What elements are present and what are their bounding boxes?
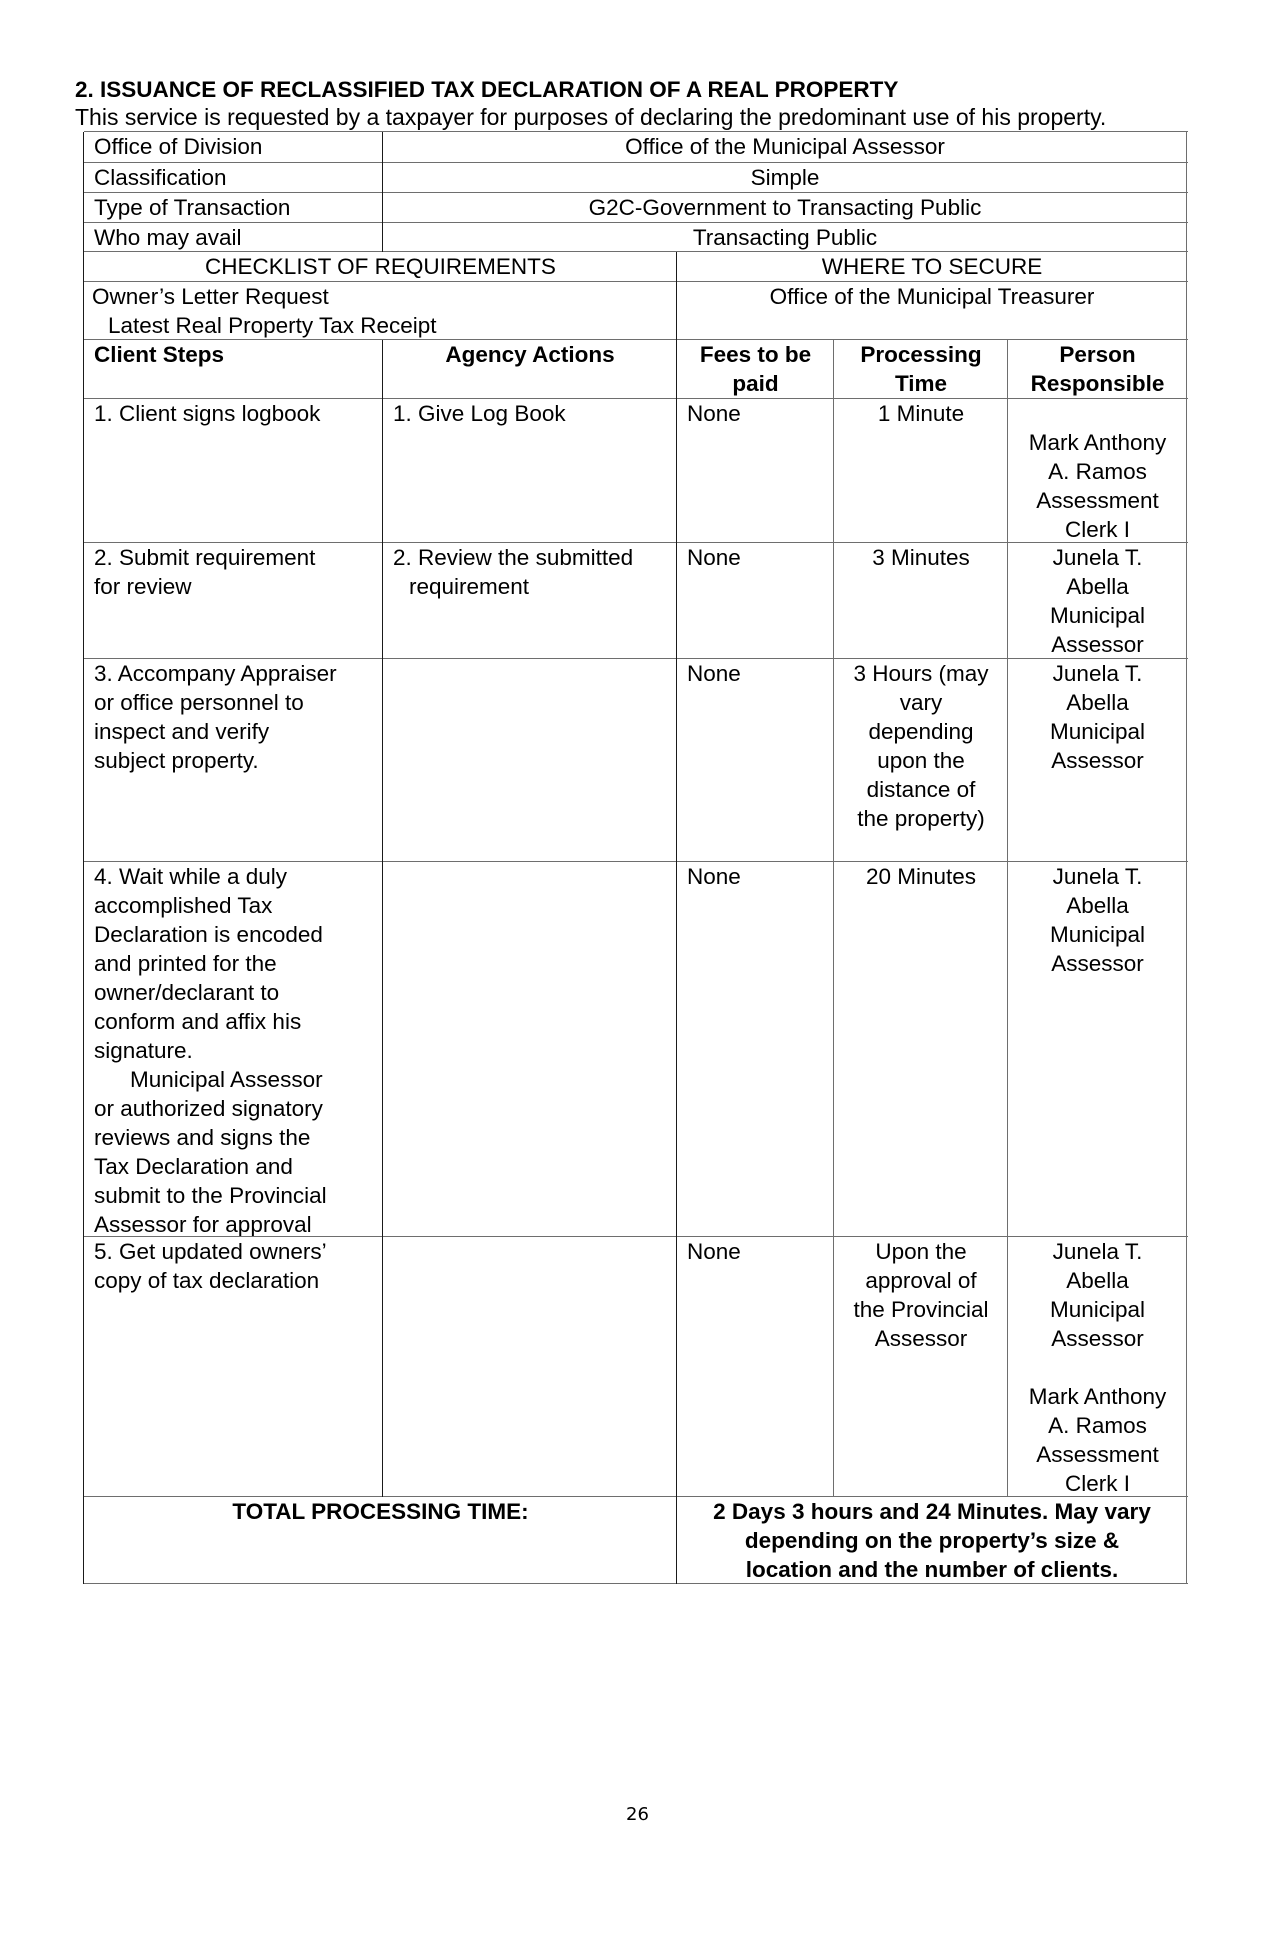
person-responsible-cell-line: Municipal [1049, 1297, 1146, 1322]
person-responsible-cell-line: Clerk I [1064, 1471, 1130, 1496]
header-person-responsible-line: Person [1059, 342, 1136, 367]
fees-cell-line: None [687, 864, 741, 889]
client-step-cell-line: 2. Submit requirement [94, 545, 316, 570]
person-responsible-cell-line: Assessment [1036, 488, 1159, 513]
table-rule [84, 1236, 1188, 1237]
person-responsible-cell-line: Abella [1066, 574, 1129, 599]
info-value-line: Transacting Public [692, 225, 878, 250]
person-responsible-cell [1008, 862, 1187, 1237]
table-rule [84, 1583, 1188, 1584]
person-responsible-cell-line: Assessment [1036, 1442, 1159, 1467]
info-value [383, 223, 1187, 252]
fees-cell-line: None [687, 1239, 741, 1264]
client-step-cell-line: accomplished Tax [94, 893, 273, 918]
person-responsible-cell-line: Junela T. [1052, 545, 1143, 570]
processing-time-cell-line: approval of [865, 1268, 977, 1293]
client-step-cell-line: or office personnel to [94, 690, 304, 715]
processing-time-cell [834, 659, 1008, 862]
client-step-cell-line: Assessor for approval [94, 1212, 312, 1237]
fees-cell [677, 862, 834, 1237]
table-rule [84, 281, 1188, 282]
processing-time-cell-line: 20 Minutes [865, 864, 977, 889]
person-responsible-cell-line: A. Ramos [1048, 1413, 1147, 1438]
table-rule [84, 542, 1188, 543]
table-border-right [1186, 132, 1187, 1584]
header-agency-actions [383, 340, 677, 399]
processing-time-cell-line: the property) [857, 806, 985, 831]
info-value-line: G2C-Government to Transacting Public [588, 195, 982, 220]
processing-time-cell [834, 399, 1008, 543]
client-step-cell-line: 1. Client signs logbook [94, 401, 321, 426]
processing-time-cell-line: the Provincial [853, 1297, 989, 1322]
info-label [84, 193, 383, 223]
person-responsible-cell-line: Assessor [1051, 632, 1144, 657]
table-rule [1007, 340, 1008, 1497]
client-step-cell [84, 659, 383, 862]
table-rule [676, 340, 677, 1584]
header-processing-time-line: Time [894, 371, 948, 396]
table-rule [84, 162, 1188, 163]
header-fees-line: paid [732, 371, 779, 396]
requirements-list [84, 282, 677, 340]
info-value [383, 132, 1187, 163]
header-fees-line: Fees to be [699, 342, 812, 367]
client-step-cell-line: 3. Accompany Appraiser [94, 661, 337, 686]
header-agency-actions-line: Agency Actions [445, 342, 615, 367]
agency-action-cell-line: 2. Review the submitted [393, 545, 634, 570]
page-number: 26 [626, 1804, 649, 1825]
requirements-list-line: Owner’s Letter Request [92, 284, 329, 309]
client-step-cell [84, 543, 383, 659]
person-responsible-cell-line: Assessor [1051, 1326, 1144, 1351]
person-responsible-cell-line: Municipal [1049, 922, 1146, 947]
person-responsible-cell-line: Assessor [1051, 951, 1144, 976]
info-value-line: Office of the Municipal Assessor [625, 134, 945, 159]
where-to-secure-header-line: WHERE TO SECURE [821, 254, 1043, 279]
header-processing-time [834, 340, 1008, 399]
total-processing-time-value-line: 2 Days 3 hours and 24 Minutes. May vary [713, 1499, 1151, 1524]
total-processing-time-value-line: location and the number of clients. [745, 1557, 1119, 1582]
agency-action-cell [383, 543, 677, 659]
fees-cell-line: None [687, 661, 741, 686]
person-responsible-cell-line: Junela T. [1052, 864, 1143, 889]
client-step-cell-line: 4. Wait while a duly [94, 864, 287, 889]
person-responsible-cell-line [1008, 1353, 1187, 1382]
person-responsible-cell-line: Abella [1066, 690, 1129, 715]
person-responsible-cell [1008, 543, 1187, 659]
person-responsible-cell [1008, 1237, 1187, 1497]
processing-time-cell [834, 543, 1008, 659]
agency-action-cell [383, 399, 677, 543]
client-step-cell-line: Municipal Assessor [130, 1067, 323, 1092]
table-rule [84, 398, 1188, 399]
processing-time-cell-line: Upon the [875, 1239, 967, 1264]
agency-action-cell [383, 862, 677, 1237]
info-label-line: Who may avail [94, 225, 242, 250]
client-step-cell-line: and printed for the [94, 951, 277, 976]
agency-action-cell [383, 1237, 677, 1497]
processing-time-cell-line: Assessor [874, 1326, 968, 1351]
person-responsible-cell-line: Abella [1066, 893, 1129, 918]
header-processing-time-line: Processing [860, 342, 982, 367]
table-rule [84, 131, 1188, 132]
processing-time-cell-line: 3 Hours (may [853, 661, 989, 686]
info-label-line: Office of Division [94, 134, 263, 159]
info-label [84, 132, 383, 163]
table-rule [84, 1496, 1188, 1497]
client-step-cell-line: submit to the Provincial [94, 1183, 327, 1208]
info-value-line: Simple [750, 165, 820, 190]
person-responsible-cell [1008, 399, 1187, 543]
client-step-cell-line: or authorized signatory [94, 1096, 323, 1121]
table-border-left [83, 132, 84, 1584]
requirements-list-line: Latest Real Property Tax Receipt [108, 313, 437, 338]
table-rule [84, 658, 1188, 659]
header-client-steps-line: Client Steps [94, 342, 225, 367]
processing-time-cell-line: depending [868, 719, 974, 744]
table-rule [382, 340, 383, 1497]
checklist-header [84, 252, 677, 282]
agency-action-cell-line: requirement [409, 574, 530, 599]
person-responsible-cell-line: Abella [1066, 1268, 1129, 1293]
table-rule [382, 132, 383, 252]
info-value [383, 163, 1187, 193]
total-processing-time-value-line: depending on the property’s size & [744, 1528, 1120, 1553]
person-responsible-cell-line: Mark Anthony [1028, 430, 1167, 455]
client-step-cell-line: owner/declarant to [94, 980, 280, 1005]
person-responsible-cell-line: Municipal [1049, 603, 1146, 628]
client-step-cell-line: signature. [94, 1038, 193, 1063]
processing-time-cell-line: upon the [877, 748, 965, 773]
client-step-cell-line: reviews and signs the [94, 1125, 311, 1150]
person-responsible-cell-line: A. Ramos [1048, 459, 1147, 484]
agency-action-cell [383, 659, 677, 862]
fees-cell [677, 659, 834, 862]
person-responsible-cell-line [1008, 399, 1187, 428]
agency-action-cell-line: 1. Give Log Book [393, 401, 566, 426]
section-title: 2. ISSUANCE OF RECLASSIFIED TAX DECLARATION OF A REAL PROPERTY [75, 77, 899, 102]
processing-time-cell-line: vary [899, 690, 943, 715]
client-step-cell-line: subject property. [94, 748, 259, 773]
header-person-responsible-line: Responsible [1030, 371, 1165, 396]
checklist-header-line: CHECKLIST OF REQUIREMENTS [205, 254, 556, 279]
info-label [84, 223, 383, 252]
client-step-cell-line: 5. Get updated owners’ [94, 1239, 327, 1264]
client-step-cell-line: Declaration is encoded [94, 922, 323, 947]
processing-time-cell [834, 1237, 1008, 1497]
person-responsible-cell [1008, 659, 1187, 862]
table-rule [833, 340, 834, 1497]
client-step-cell-line: conform and affix his [94, 1009, 302, 1034]
client-step-cell [84, 1237, 383, 1497]
table-rule [676, 252, 677, 340]
processing-time-cell-line: distance of [866, 777, 976, 802]
person-responsible-cell-line: Clerk I [1064, 517, 1130, 542]
client-step-cell [84, 399, 383, 543]
client-step-cell-line: for review [94, 574, 192, 599]
table-rule [84, 192, 1188, 193]
total-processing-time-label-line: TOTAL PROCESSING TIME: [232, 1499, 529, 1524]
person-responsible-cell-line: Assessor [1051, 748, 1144, 773]
info-label [84, 163, 383, 193]
info-value [383, 193, 1187, 223]
header-person-responsible [1008, 340, 1187, 399]
fees-cell [677, 1237, 834, 1497]
where-to-secure-value [677, 282, 1187, 340]
person-responsible-cell-line: Municipal [1049, 719, 1146, 744]
fees-cell [677, 543, 834, 659]
client-step-cell [84, 862, 383, 1237]
processing-time-cell-line: 3 Minutes [872, 545, 970, 570]
info-label-line: Classification [94, 165, 227, 190]
total-processing-time-value [677, 1497, 1187, 1584]
processing-time-cell-line: 1 Minute [877, 401, 965, 426]
person-responsible-cell-line: Junela T. [1052, 1239, 1143, 1264]
info-label-line: Type of Transaction [94, 195, 291, 220]
processing-time-cell [834, 862, 1008, 1237]
client-step-cell-line: inspect and verify [94, 719, 270, 744]
table-rule [84, 339, 1188, 340]
client-step-cell-line: copy of tax declaration [94, 1268, 320, 1293]
fees-cell [677, 399, 834, 543]
fees-cell-line: None [687, 401, 741, 426]
total-processing-time-label [84, 1497, 677, 1584]
person-responsible-cell-line: Mark Anthony [1028, 1384, 1167, 1409]
table-rule [84, 251, 1188, 252]
fees-cell-line: None [687, 545, 741, 570]
header-fees [677, 340, 834, 399]
where-to-secure-value-line: Office of the Municipal Treasurer [769, 284, 1095, 309]
header-client-steps [84, 340, 383, 399]
client-step-cell-line: Tax Declaration and [94, 1154, 293, 1179]
table-rule [84, 222, 1188, 223]
person-responsible-cell-line: Junela T. [1052, 661, 1143, 686]
service-description: This service is requested by a taxpayer for purposes of declaring the predominant use of his property. [75, 104, 1107, 130]
table-rule [84, 861, 1188, 862]
where-to-secure-header [677, 252, 1187, 282]
